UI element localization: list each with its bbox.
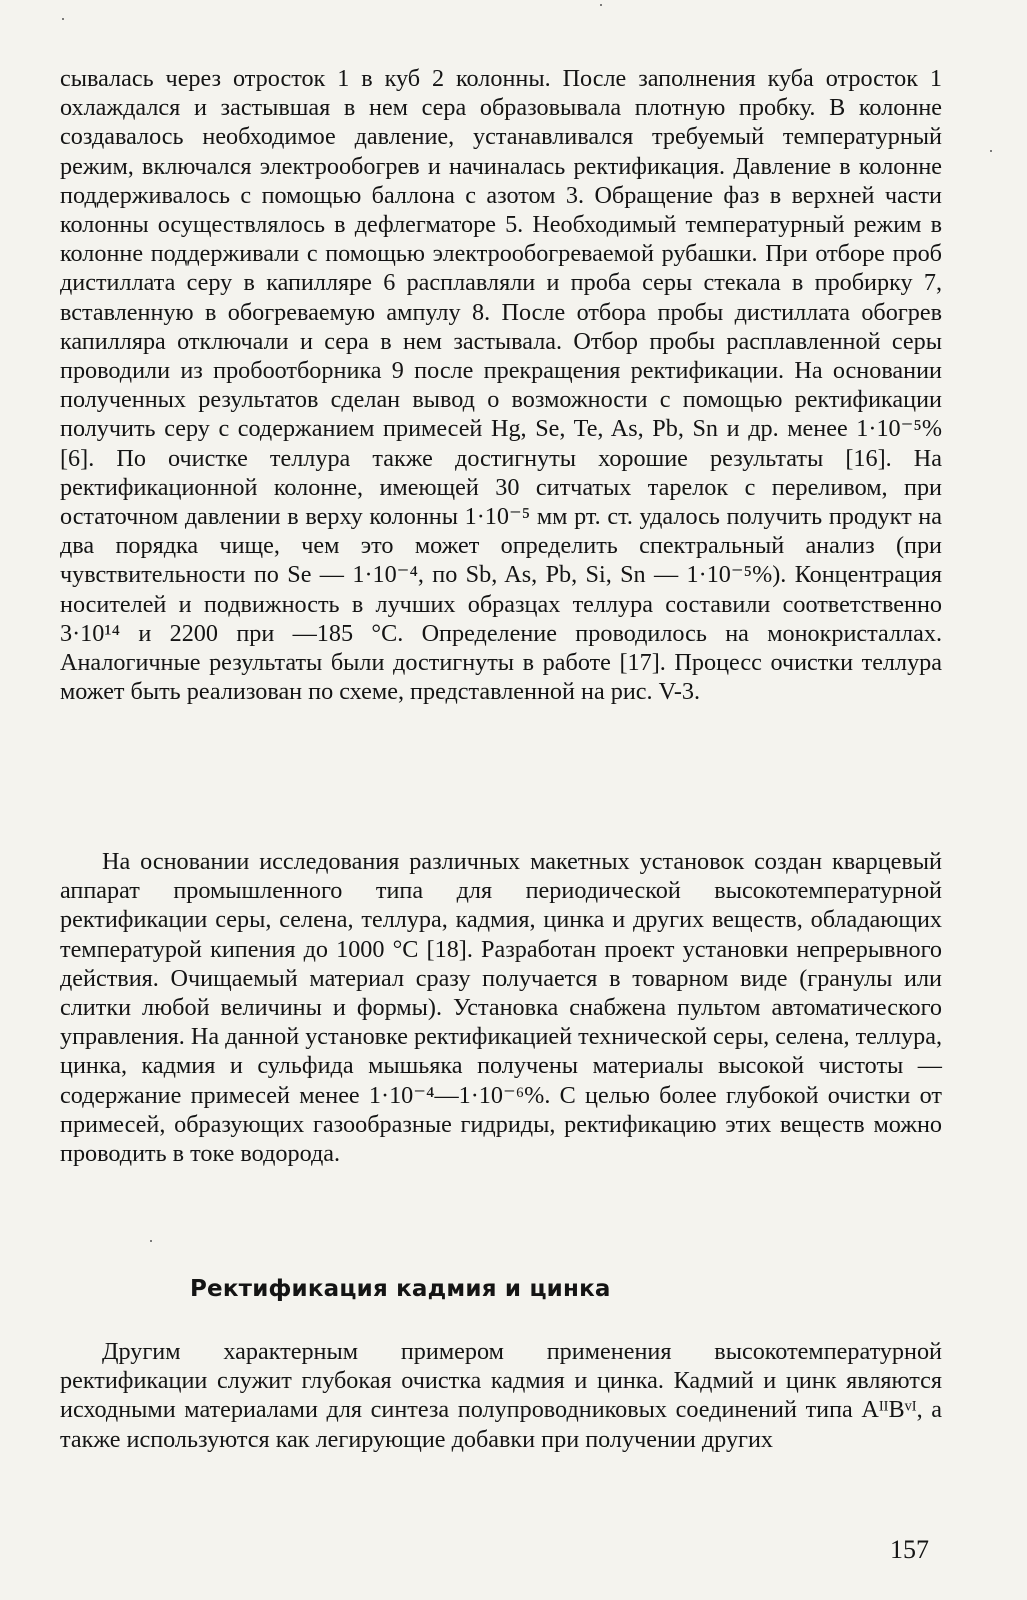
scan-speck	[600, 4, 602, 6]
paragraph: На основании исследования различных макетных установок создан кварцевый аппарат промышленного типа для периодической высокотемпературной ректификации серы, селена, теллура, кадмия, цинка и других веществ, обладающих температурой кипения до 1000 °С [18]. Разработан проект установки непрерывного действия. Очищаемый материал сразу получается в товарном виде (гранулы или слитки любой величины и формы). Установка снабжена пультом автоматического управления. На данной установке ректификацией технической серы, селена, теллура, цинка, кадмия и сульфида мышьяка получены материалы высокой чистоты — содержание примесей менее 1·10⁻⁴—1·10⁻⁶%. С целью более глубокой очистки от примесей, образующих газообразные гидриды, ректификацию этих веществ можно проводить в токе водорода.	[60, 848, 942, 1168]
scan-speck	[62, 18, 64, 20]
scan-speck	[150, 1240, 152, 1242]
paragraph-continued: сывалась через отросток 1 в куб 2 колонны. После заполнения куба отросток 1 охлаждался и застывшая в нем сера образовывала плотную пробку. В колонне создавалось необходимое давление, устанавливался требуемый температурный режим, включался электрообогрев и начиналась ректификация. Давление в колонне поддерживалось с помощью баллона с азотом 3. Обращение фаз в верхней части колонны осуществлялось в дефлегматоре 5. Необходимый температурный режим в колонне поддерживали с помощью электрообогреваемой рубашки. При отборе проб дистиллата серу в капилляре 6 расплавляли и проба серы стекала в пробирку 7, вставленную в обогреваемую ампулу 8. После отбора пробы дистиллата обогрев капилляра отключали и сера в нем застывала. Отбор пробы расплавленной серы проводили из пробоотборника 9 после прекращения ректификации. На основании полученных результатов сделан вывод о возможности с помощью ректификации получить серу с содержанием примесей Hg, Se, Te, As, Pb, Sn и др. менее 1·10⁻⁵% [6]. По очистке теллура также достигнуты хорошие результаты [16]. На ректификационной колонне, имеющей 30 ситчатых тарелок с переливом, при остаточном давлении в верху колонны 1·10⁻⁵ мм рт. ст. удалось получить продукт на два порядка чище, чем это может определить спектральный анализ (при чувствительности по Se — 1·10⁻⁴, по Sb, As, Pb, Si, Sn — 1·10⁻⁵%). Концентрация носителей и подвижность в лучших образцах теллура составили соответственно 3·10¹⁴ и 2200 при —185 °С. Определение проводилось на монокристаллах. Аналогичные результаты были достигнуты в работе [17]. Процесс очистки теллура может быть реализован по схеме, представленной на рис. V-3.	[60, 65, 942, 706]
paragraph: Другим характерным примером применения высокотемпературной ректификации служит глубокая очистка кадмия и цинка. Кадмий и цинк являются исходными материалами для синтеза полупроводниковых соединений типа AᴵᴵBᵛᴵ, а также используются как легирующие добавки при получении других	[60, 1338, 942, 1453]
section-heading: Ректификация кадмия и цинка	[190, 1276, 611, 1302]
page-number: 157	[890, 1535, 929, 1564]
scan-speck	[990, 150, 992, 152]
